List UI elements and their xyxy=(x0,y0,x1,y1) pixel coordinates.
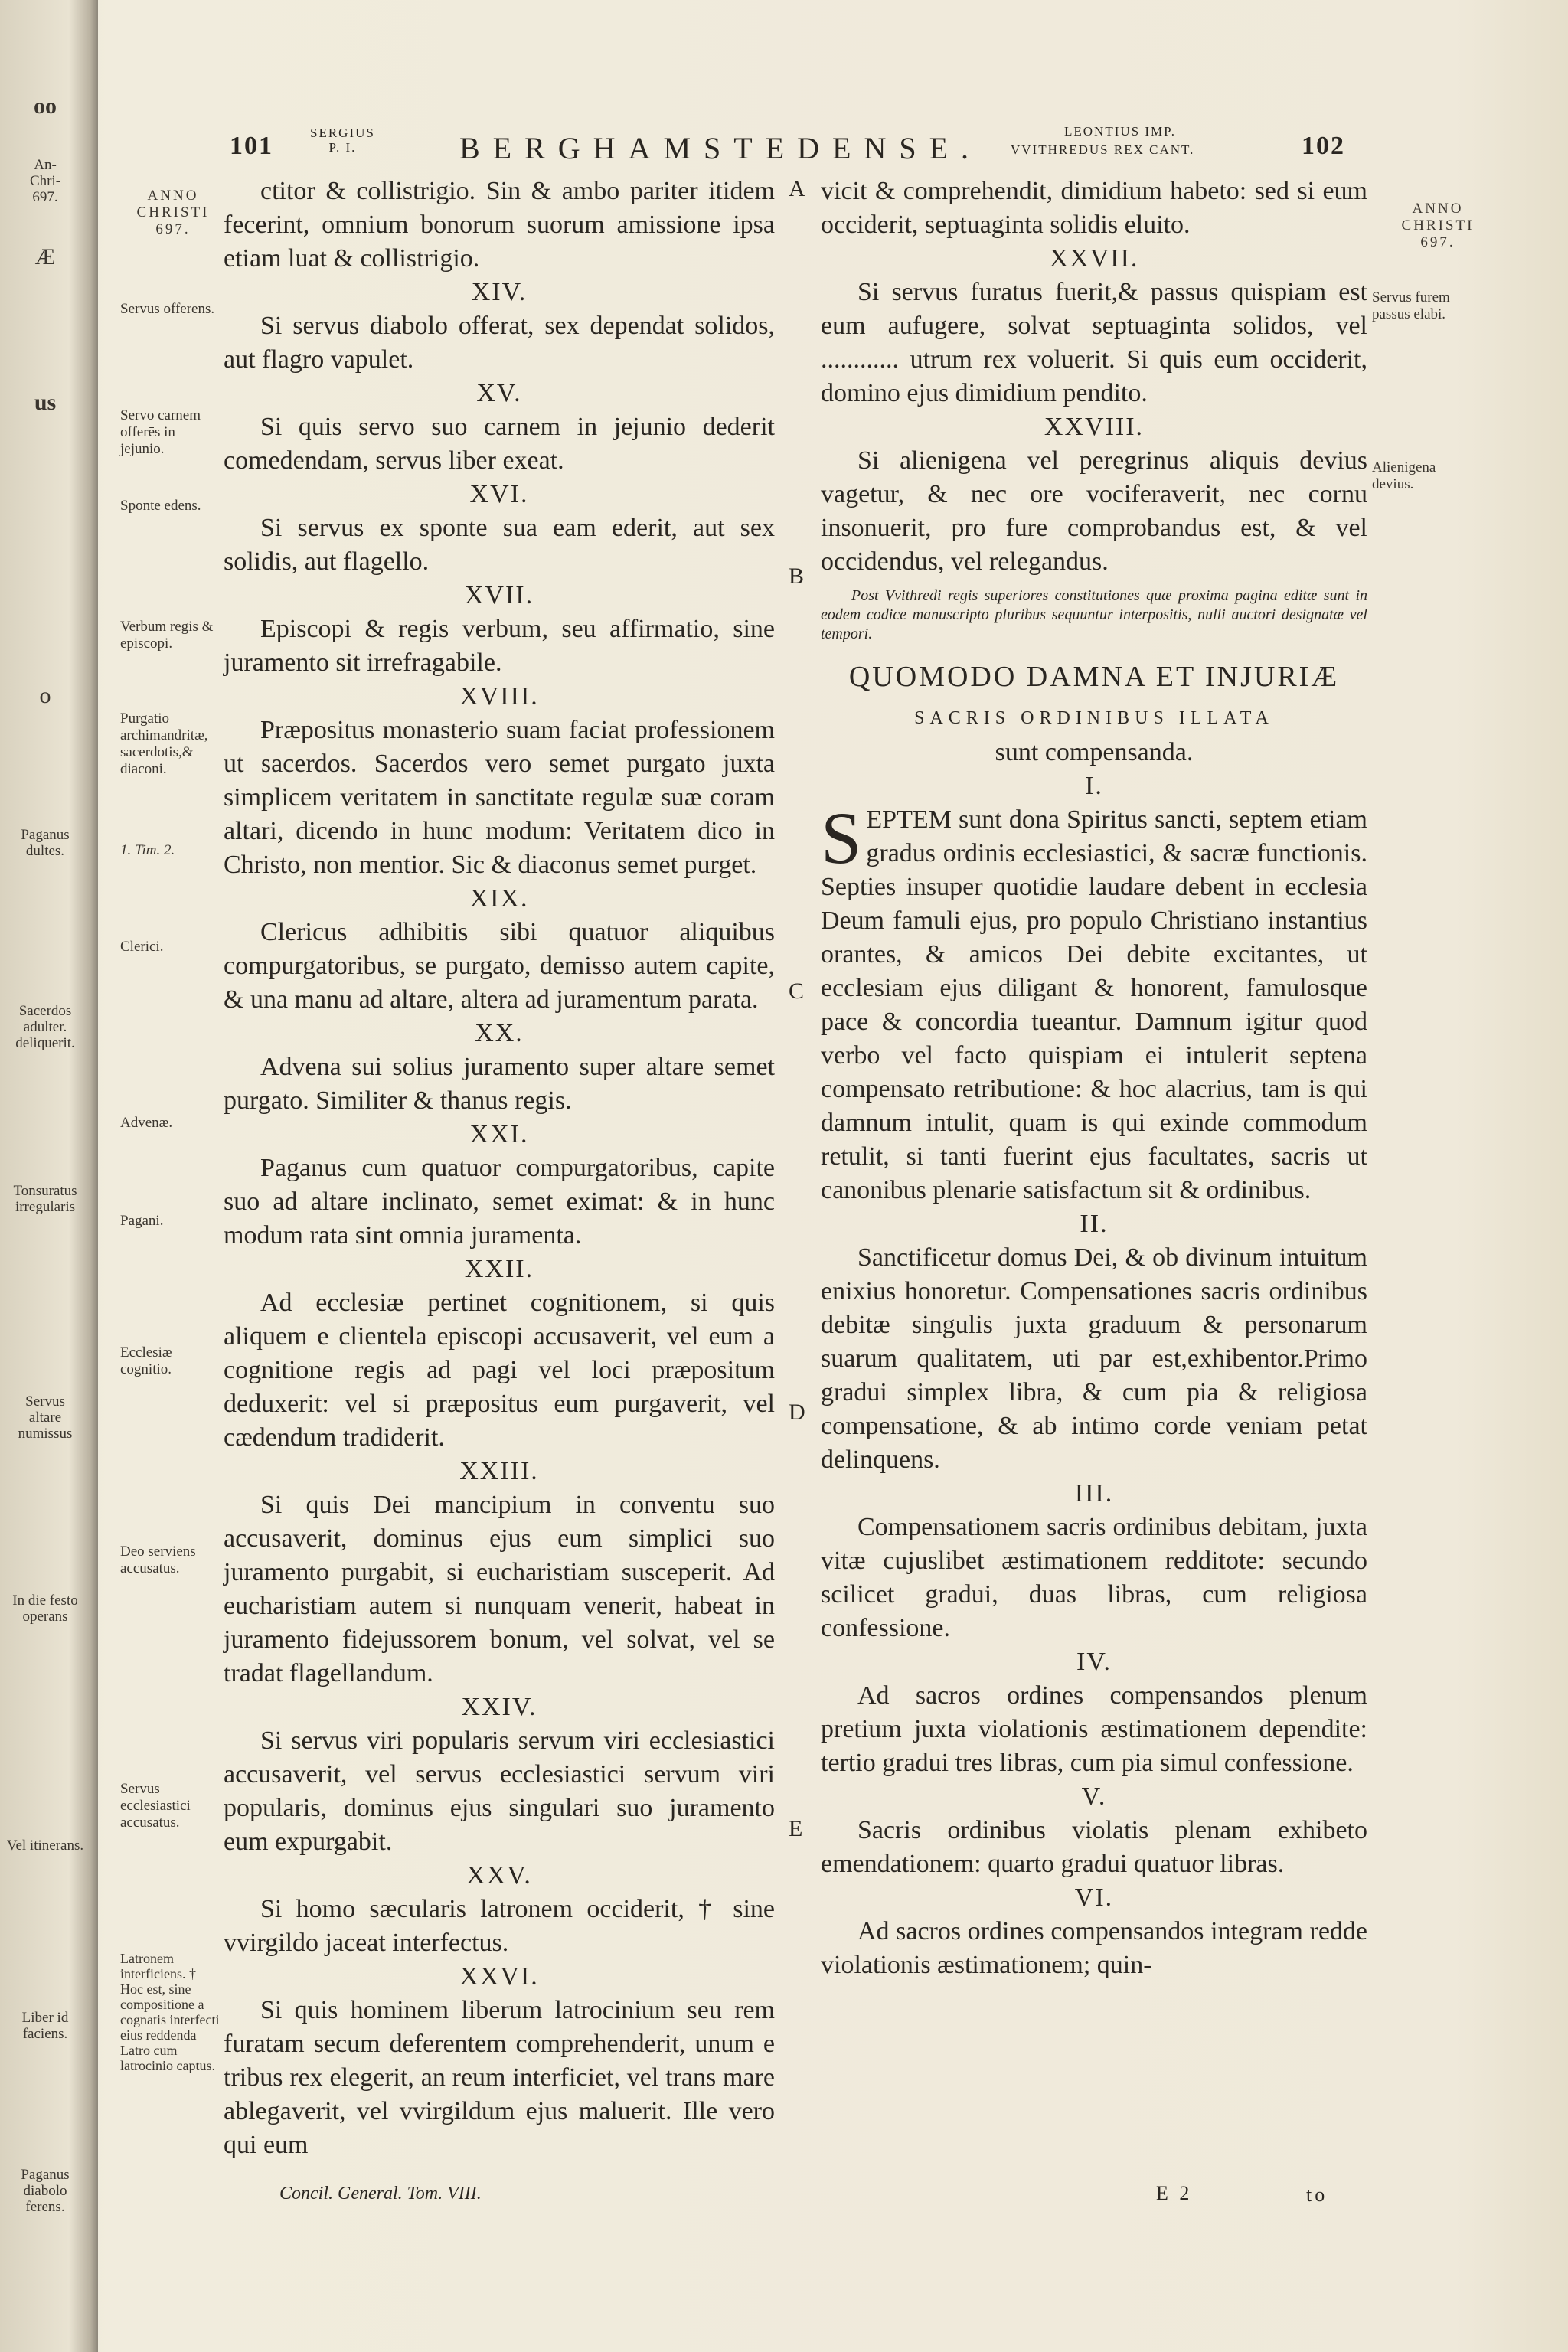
column-letter: A xyxy=(789,176,805,201)
section-subheading: sunt compensanda. xyxy=(995,738,1194,766)
left-margin-note: Servo carnem offerēs in jejunio. xyxy=(120,407,201,457)
paragraph: Sanctificetur domus Dei, & ob divinum intuitum enixius honoretur. Compensationes sacris ordinibus debitæ singulis juxta graduum & personarum suarum qualitatem, uti par est,exhibentor.Primo gradui simplex libra, & cum pia & religiosa compensatione, & ab intimo corde veniam petat delinquens. xyxy=(821,1243,1367,1474)
paragraph: Ad ecclesiæ pertinet cognitionem, si quis aliquem e clientela episcopi accusaverit, vel eum a cognitione regis ad pagi vel loci præpositum deduxerit: vel si præpositus eum purgaverit, vel cædendum tradiderit. xyxy=(224,1289,775,1452)
paragraph: Si servus ex sponte sua eam ederit, aut sex solidis, aut flagello. xyxy=(224,514,775,576)
gutter-note: Tonsuratus irregularis xyxy=(13,1183,77,1215)
left-page-number: 101 xyxy=(230,132,273,160)
gutter-note: In die festo operans xyxy=(12,1592,78,1625)
section-subheading: SACRIS ORDINIBUS ILLATA xyxy=(914,708,1274,728)
gutter-note: Servus altare numissus xyxy=(18,1393,73,1442)
footer-citation: Concil. General. Tom. VIII. xyxy=(279,2184,482,2203)
paragraph: Si servus furatus fuerit,& passus quispiam est eum aufugere, solvat septuaginta solidos, vel ............ utrum rex voluerit. Si quis eum occiderit, domino ejus dimidium pendito. xyxy=(821,278,1367,407)
catchword: to xyxy=(1306,2184,1328,2206)
section-number: XXVII. xyxy=(1049,244,1139,273)
gutter-note: Æ xyxy=(34,244,56,270)
right-page-number: 102 xyxy=(1302,132,1345,160)
gutter-note: us xyxy=(34,390,57,415)
left-text-column xyxy=(224,175,775,2162)
paragraph: Præpositus monasterio suam faciat professionem ut sacerdos. Sacerdos vero semet purgato juxta simplicem veritatem in sanctitate regulæ suæ coram altari, dicendo in hunc modum: Veritatem dico in Christo, non mentior. Sic & diaconus semet purget. xyxy=(224,716,775,879)
paragraph: Si quis servo suo carnem in jejunio dederit comedendam, servus liber exeat. xyxy=(224,413,775,475)
section-number: XXVIII. xyxy=(1044,413,1145,441)
editorial-note: Post Vvithredi regis superiores constitutiones quæ proxima pagina editæ sunt in eodem codice manuscripto pluribus sequuntur interpositis, nulli auctori designatæ vel tempori. xyxy=(821,587,1367,642)
right-margin-note: ANNO CHRISTI 697. xyxy=(1401,201,1475,250)
right-margin-note: Alienigena devius. xyxy=(1372,459,1436,492)
paragraph xyxy=(821,797,1367,1207)
column-letter: E xyxy=(789,1816,803,1841)
paragraph: vicit & comprehendit, dimidium habeto: sed si eum occiderit, septuaginta solidis eluito. xyxy=(821,177,1367,239)
running-header xyxy=(230,122,1493,176)
paragraph: Clericus adhibitis sibi quatuor aliquibus compurgatoribus, se purgato, demisso autem capite, & una manu ad altare, altera ad juramentum parata. xyxy=(224,918,775,1014)
paragraph: ctitor & collistrigio. Sin & ambo pariter itidem fecerint, omnium bonorum suorum amissione ipsa etiam luat & collistrigio. xyxy=(224,177,775,273)
gutter-note: Paganus diabolo ferens. xyxy=(21,2167,70,2215)
section-number: XX. xyxy=(475,1019,524,1047)
section-number: XXII. xyxy=(464,1255,534,1283)
paragraph: Si quis hominem liberum latrocinium seu rem furatam secum deferentem comprehenderit, unum e tribus rex elegerit, an reum interficiet, vel trans mare ablegaverit, vel vvirgildum ejus maluerit. Ille vero qui eum xyxy=(224,1996,775,2159)
paragraph-text: EPTEM sunt dona Spiritus sancti, septem etiam gradus ordinis ecclesiastici, & sacræ functionis. Septies insuper quotidie laudare debent in ecclesia Deum famuli ejus, pro populo Christiano instantius orantes, & amicos Dei debite excitantes, ut ecclesiam ejus diligant & honorent, famulosque pace & concordia tueantur. Damnum igitur quod verbo vel facto quispiam ei intulerit septena compensato retributione: & hoc alacrius, tam is qui damnum intulit, quam is qui exinde commodum retulit, si tanti fuerint ejus facultates, sacris ut canonibus plenarie satisfactum sit & ordinibus. xyxy=(821,805,1367,1204)
section-number: II. xyxy=(1080,1210,1109,1238)
gutter-note: Vel itinerans. xyxy=(6,1838,84,1854)
section-number: V. xyxy=(1081,1782,1107,1811)
paragraph: Advena sui solius juramento super altare semet purgato. Similiter & thanus regis. xyxy=(224,1053,775,1115)
left-margin-note: ANNO CHRISTI 697. xyxy=(136,188,210,237)
left-margin-note: Sponte edens. xyxy=(120,498,201,514)
paragraph: Sacris ordinibus violatis plenam exhibeto emendationem: quarto gradui quatuor libras. xyxy=(821,1816,1367,1878)
left-margin-note: Clerici. xyxy=(120,939,164,955)
paragraph: Si alienigena vel peregrinus aliquis devius vagetur, & nec ore vociferaverit, nec cornu insonuerit, pro fure comprobandus est, & vel occidendus, vel relegandus. xyxy=(821,446,1367,576)
paragraph: Si servus diabolo offerat, sex dependat solidos, aut flagro vapulet. xyxy=(224,312,775,374)
section-number: XXI. xyxy=(469,1120,529,1148)
section-number: III. xyxy=(1074,1479,1114,1508)
left-margin-note: Latronem interficiens. † Hoc est, sine compositione a cognatis interfecti eius reddenda Latro cum latrocinio captus. xyxy=(120,1951,220,2073)
section-number: XIV. xyxy=(471,278,528,306)
left-margin-note: Advenæ. xyxy=(120,1115,173,1131)
paragraph: Si servus viri popularis servum viri ecclesiastici accusaverit, vel servus ecclesiastici servum viri popularis, dominus ejus singulari suo juramento eum expurgabit. xyxy=(224,1726,775,1856)
paragraph: Compensationem sacris ordinibus debitam, juxta vitæ cujuslibet æstimationem redditote: secundo scilicet gradui, duas libras, cum religiosa confessione. xyxy=(821,1513,1367,1642)
section-number: XXV. xyxy=(466,1861,532,1890)
paragraph: Si homo sæcularis latronem occiderit, † sine vvirgildo jaceat interfectus. xyxy=(224,1895,775,1957)
section-number: XVI. xyxy=(469,480,529,508)
left-margin-note: Pagani. xyxy=(120,1213,164,1229)
signature-mark: E 2 xyxy=(1156,2182,1193,2204)
section-number: XIX. xyxy=(469,884,529,913)
section-number: XVII. xyxy=(464,581,534,609)
section-number: XXIV. xyxy=(461,1693,537,1721)
section-number: VI. xyxy=(1074,1883,1114,1912)
column-letter: B xyxy=(789,564,805,589)
previous-page-gutter xyxy=(0,0,98,2352)
section-number: XV. xyxy=(476,379,522,407)
page-title: BERGHAMSTEDENSE. xyxy=(459,131,982,165)
left-margin-note: Servus offerens. xyxy=(120,301,215,317)
column-letter: D xyxy=(789,1400,805,1425)
paragraph: Si quis Dei mancipium in conventu suo accusaverit, dominus ejus eum simplici suo juramento purgabit, si eucharistiam susceperit. Ad eucharistiam autem si nunquam venerit, habeat in juramento fidejussorem bonum, vel solvat, vel se tradat flagellandum. xyxy=(224,1491,775,1687)
section-number: I. xyxy=(1085,772,1103,800)
header-right-small-1: LEONTIUS IMP. xyxy=(1064,124,1176,139)
section-number: XXIII. xyxy=(459,1457,539,1485)
paragraph: Episcopi & regis verbum, seu affirmatio, sine juramento sit irrefragabile. xyxy=(224,615,775,677)
gutter-note: Sacerdos adulter. deliquerit. xyxy=(15,1003,75,1051)
section-number: XVIII. xyxy=(459,682,539,710)
gutter-note: Paganus dultes. xyxy=(21,827,70,859)
gutter-note: Liber id faciens. xyxy=(21,2010,69,2042)
left-margin-note: Servus ecclesiastici accusatus. xyxy=(120,1781,191,1831)
section-number: XXVI. xyxy=(459,1962,539,1991)
left-margin-note: Verbum regis & episcopi. xyxy=(120,619,214,652)
gutter-note: oo xyxy=(34,93,57,119)
gutter-note: An- Chri- 697. xyxy=(29,157,61,205)
left-margin-note: Deo serviens accusatus. xyxy=(120,1544,196,1576)
header-right-small-2: VVITHREDUS REX CANT. xyxy=(1011,142,1195,157)
section-heading: QUOMODO DAMNA ET INJURIÆ xyxy=(848,661,1340,693)
section-number: IV. xyxy=(1076,1648,1112,1676)
gutter-note: o xyxy=(39,683,51,708)
paragraph: Ad sacros ordines compensandos integram redde violationis æstimationem; quin- xyxy=(821,1917,1367,1979)
right-margin-note: Servus furem passus elabi. xyxy=(1372,289,1450,322)
right-text-column xyxy=(821,175,1367,1982)
left-margin-note: Ecclesiæ cognitio. xyxy=(120,1344,172,1377)
paragraph: Ad sacros ordines compensandos plenum pretium juxta violationis æstimationem dependite: tertio gradui tres libras, cum pia simul confessione. xyxy=(821,1681,1367,1777)
drop-cap: S xyxy=(821,797,862,879)
paragraph: Paganus cum quatuor compurgatoribus, capite suo ad altare inclinato, semet eximat: & in hunc modum rata sint omnia juramenta. xyxy=(224,1154,775,1250)
left-margin-note: Purgatio archimandritæ, sacerdotis,& diaconi. xyxy=(120,710,208,777)
column-letter: C xyxy=(789,978,805,1004)
header-left-small: SERGIUS P. I. xyxy=(310,126,375,155)
left-margin-note: 1. Tim. 2. xyxy=(120,842,175,858)
